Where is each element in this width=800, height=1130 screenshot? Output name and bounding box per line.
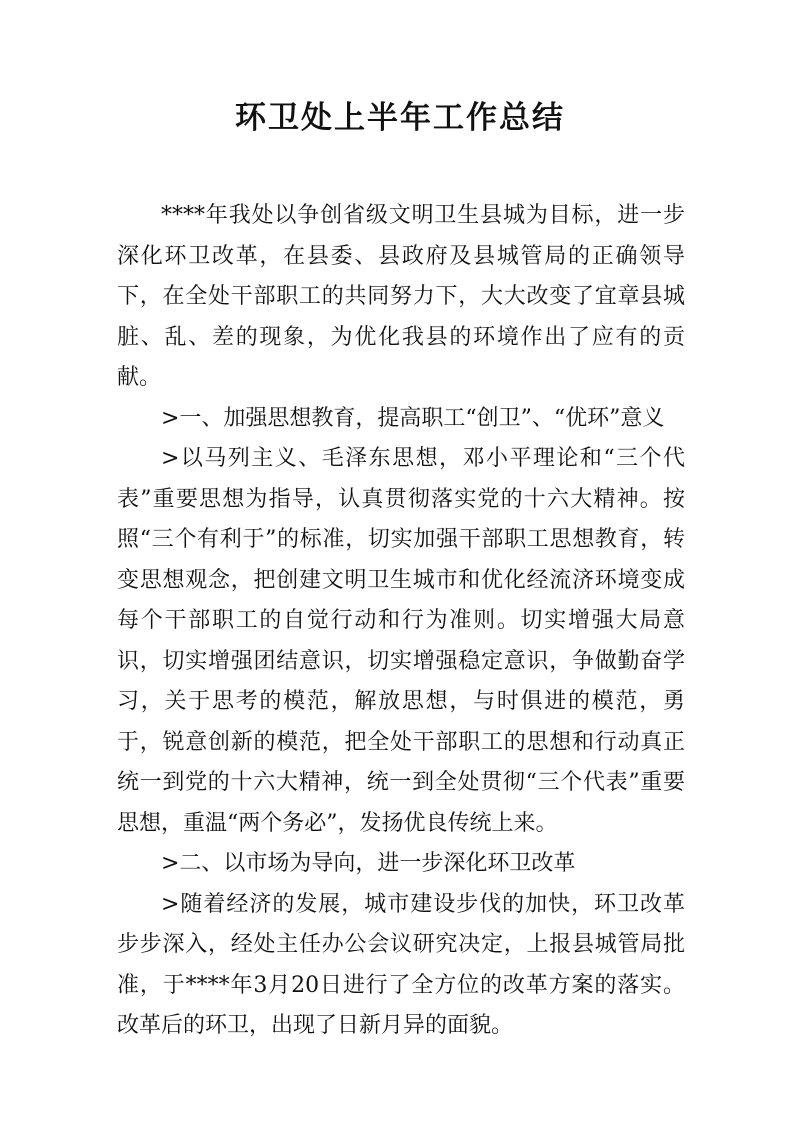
section-one-heading: >一、加强思想教育，提高职工“创卫”、“优环”意义 xyxy=(161,405,665,431)
section-two-paragraph: >随着经济的发展，城市建设步伐的加快，环卫改革步步深入，经处主任办公会议研究决定，上报县城管局批准，于****年3月20日进行了全方位的改革方案的落实。改革后的环卫，出现了日新月异的面貌。 xyxy=(117,891,685,1038)
document-body xyxy=(117,196,685,1047)
section-two-heading: >二、以市场为导向，进一步深化环卫改革 xyxy=(161,851,576,876)
intro-paragraph: ****年我处以争创省级文明卫生县城为目标，进一步深化环卫改革，在县委、县政府及县城管局的正确领导下，在全处干部职工的共同努力下，大大改变了宜章县城脏、乱、差的现象，为优化我县的环境作出了应有的贡献。 xyxy=(117,203,685,390)
section-one-paragraph: >以马列主义、毛泽东思想，邓小平理论和“三个代表”重要思想为指导，认真贯彻落实党的十六大精神。按照“三个有利于”的标准，切实加强干部职工思想教育，转变思想观念，把创建文明卫生城市和优化经流济环境变成每个干部职工的自觉行动和行为准则。切实增强大局意识，切实增强团结意识，切实增强稳定意识，争做勤奋学习，关于思考的模范，解放思想，与时俱进的模范，勇于，锐意创新的模范，把全处干部职工的思想和行动真正统一到党的十六大精神，统一到全处贯彻“三个代表”重要思想，重温“两个务必”，发扬优良传统上来。 xyxy=(117,446,685,836)
document-title: 环卫处上半年工作总结 xyxy=(235,100,565,136)
